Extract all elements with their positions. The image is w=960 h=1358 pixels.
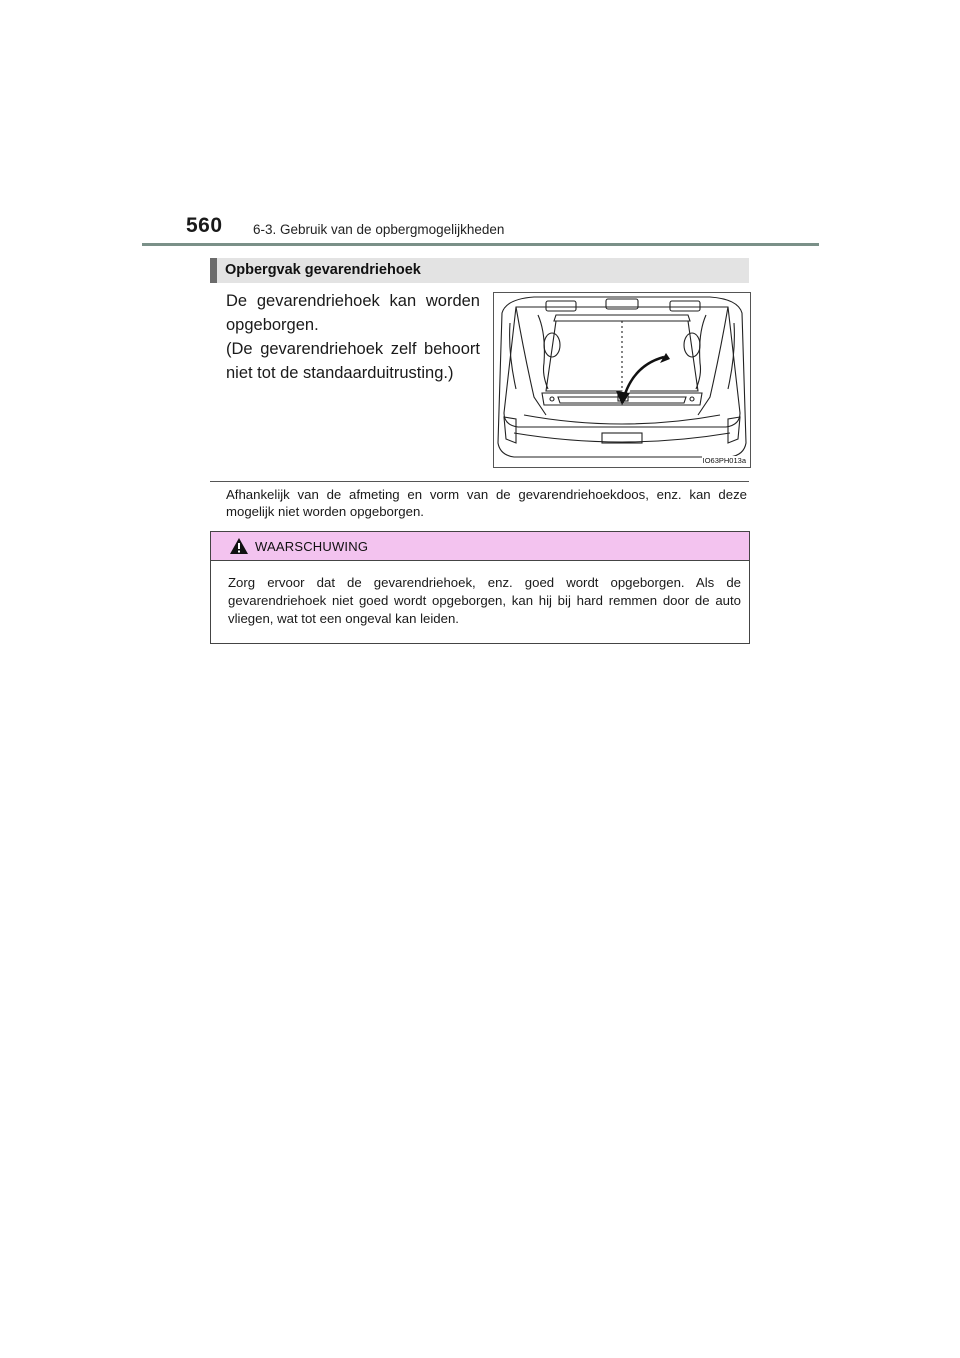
warning-title: WAARSCHUWING bbox=[255, 539, 369, 554]
note-divider bbox=[210, 481, 749, 482]
note-paragraph: Afhankelijk van de afmeting en vorm van de gevarendriehoekdoos, enz. kan deze mogelijk niet worden opgeborgen. bbox=[226, 487, 747, 519]
intro-text bbox=[226, 289, 480, 385]
heading-accent bbox=[210, 258, 217, 283]
section-title: Opbergvak gevarendriehoek bbox=[225, 262, 421, 278]
warning-text bbox=[228, 574, 741, 628]
intro-line-1: De gevarendriehoek kan worden opgeborgen. bbox=[226, 292, 480, 334]
warning-header bbox=[211, 532, 749, 561]
warning-triangle-icon bbox=[229, 537, 249, 555]
section-label: 6-3. Gebruik van de opbergmogelijkheden bbox=[253, 222, 505, 237]
car-trunk-drawing bbox=[494, 293, 750, 467]
luggage-compartment-illustration bbox=[493, 292, 751, 468]
page-number: 560 bbox=[186, 214, 223, 237]
figure-code: IO63PH013a bbox=[702, 456, 746, 465]
header-rule bbox=[142, 243, 819, 246]
warning-box bbox=[210, 531, 750, 644]
warning-paragraph: Zorg ervoor dat de gevarendriehoek, enz. goed wordt opgeborgen. Als de gevarendriehoek niet goed wordt opgeborgen, kan hij bij hard remmen door de auto vliegen, wat tot een ongeval kan leiden. bbox=[228, 575, 741, 626]
note-text bbox=[226, 486, 747, 520]
intro-line-2: (De gevarendriehoek zelf behoort niet tot de standaarduitrusting.) bbox=[226, 340, 480, 382]
section-heading bbox=[210, 258, 749, 283]
